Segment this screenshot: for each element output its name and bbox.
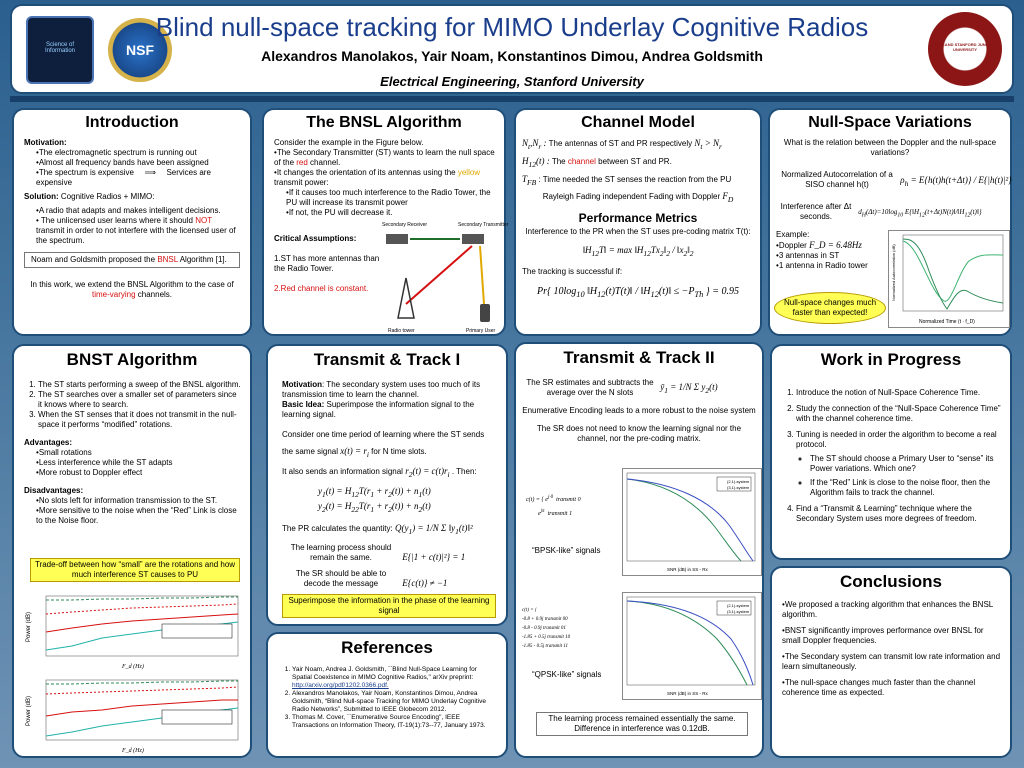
bnst-step: 3. When the ST senses that it does not transmit in the null-space it performs “modified” rotations. [38,410,242,430]
tradeoff-highlight [30,558,240,582]
fd-symbol: $F_D$ [722,191,734,205]
advantage-item: •More robust to Doppler effect [36,468,143,477]
rayleigh-line [522,191,754,205]
no-need-text: The SR does not need to know the learning signal nor the channel, nor the pre-coding matrix. [536,424,742,443]
nullspace-title: Null-Space Variations [808,114,972,131]
example-label: Example: [776,230,810,239]
secondary-transmitter-icon [462,234,484,244]
references-title: References [341,638,433,657]
qpsk-value: -1.85 - 0.5j [522,644,545,649]
bnsl-sub2-text: If not, the PU will decrease it. [288,208,393,217]
same-signal-line [282,446,496,460]
example-item: •1 antenna in Radio tower [776,261,868,270]
transmit1-motivation-text: : The secondary system uses too much of its transmission time to learn the channel. [282,380,481,399]
example-item-text: 1 antenna in Radio tower [778,261,868,270]
red-link [406,246,472,304]
bnsl-sub-2: •If not, the PU will decrease it. [286,208,393,217]
channel-line-2 [522,156,754,170]
example-item-doppler-text: Doppler [778,241,807,250]
interference-row [770,202,1018,226]
fig-radio-tower-label: Radio tower [388,328,415,334]
bnst-chart-ylabel-top: Power (dB) [26,611,32,642]
nullspace-question: What is the relation between the Doppler and the null-space variations? [783,138,997,157]
work-item: 2. Study the connection of the “Null-Space Coherence Time” with the channel coherence time. [796,404,1002,424]
work-panel [770,344,1012,560]
bnsl-sub-1: •If it causes too much interference to the Radio Tower, the PU will increase its transmit power [286,188,491,207]
decode-text: The SR should be able to decode the message [295,568,387,588]
conclusion-item-text: The null-space changes much faster than the channel coherence time as expected. [782,678,976,697]
stanford-seal-logo [928,12,1002,86]
transmit-word: transmit [547,511,568,517]
bnsl-item1-post: channel. [310,158,341,167]
red-word: red [296,158,308,167]
logo-left-text: Science of Information [44,42,75,54]
disadvantage-item-text: More sensitive to the noise when the “Red” Link is close to the Noise floor. [36,506,237,525]
bnsl-sub1-text: If it causes too much interference to the Radio Tower, the PU will increase its transmit power [286,188,491,207]
decode-equation: E{c(t)} ≠ −1 [402,577,448,588]
y1-equation: $y_1(t) = H_{12}T(r_1 + r_2(t)) + n_1(t)$ [318,485,431,499]
assumption-2: 2.Red channel is constant. [274,284,369,293]
work-item-text: Tuning is needed in order the algorithm to become a real protocol. [796,430,997,449]
extend-pre-text: In this work, we extend the BNSL Algorithm to the case of [30,280,234,289]
motivation-item-text: Almost all frequency bands have been assigned [38,158,209,167]
interference-delta-equation: $d_H(\Delta t)=10\log_{10}$ $E\{‖H_{12}(t+\Delta t)N(t)‖/‖H_{12}(t)‖\}$ [858,208,982,219]
advantages-label: Advantages: [24,438,73,447]
example-item: •3 antennas in ST [776,251,840,260]
channel-line2-pre: The [551,156,566,166]
autocorr-label: Normalized Autocorrelation of a SISO channel h(t) [781,170,893,189]
yellow-word: yellow [457,168,481,177]
bpsk-transmit-1 [546,511,572,517]
decode-line [282,569,496,589]
bpsk-legend-1: (2,1)-system [727,479,750,484]
nullspace-panel [768,108,1012,336]
x-eq: $x(t) = r_i$ [340,446,369,459]
advantage-item-text: Small rotations [38,448,92,457]
pr-calc-text: The PR calculates the quantity: [282,524,393,534]
conclusions-panel [770,566,1012,758]
arrow-icon: ⟹ [144,168,156,177]
bnst-panel [12,344,252,758]
references-panel [266,632,508,758]
transmit-word: transmit [542,626,560,631]
proposed-box [24,252,240,268]
qpsk-value: -0.8 + 0.9j [522,617,544,622]
transmit2-result [536,712,748,736]
qpsk-label: “QPSK-like” signals [532,670,602,679]
performance-metrics-title: Performance Metrics [578,211,698,226]
work-item [796,430,1002,498]
also-line [282,466,496,480]
transmit1-panel [266,344,508,626]
rayleigh-text: Rayleigh Fading independent Fading with Doppler [542,192,721,202]
primary-user-icon [480,304,490,322]
work-sub-item: ◦ If the “Red” Link is close to the noise floor, then the Algorithm fails to track the channel. [810,478,1002,498]
bnsl-panel [262,108,509,336]
disadvantage-item-text: No slots left for information transmission to the ST. [38,496,218,505]
motivation-item-text: The spectrum is expensive [38,168,134,177]
nullspace-chart [888,230,1010,328]
critical-label: Critical Assumptions: [274,234,357,243]
transmit1-idea-label: Basic Idea: [282,400,325,409]
same-signal-text: the same signal [282,447,339,456]
transmit1-motivation [282,380,496,400]
conclusion-item: •The Secondary system can transmit low rate information and learn simultaneously. [782,652,1001,671]
success-equation: Pr{ $10\log_{10}$ $‖H_{12}(t)T(t)‖$ / $‖H_{12}(t)‖ \le -P_{Th}$ } = 0.95 [537,285,739,299]
disadvantages-label: Disadvantages: [24,486,84,495]
qpsk-legend-1: (2,1)-system [727,603,750,608]
assumption-1: 1.ST has more antennas than the Radio Tower. [274,254,380,273]
motivation-item: •The spectrum is expensive ⟹ Services are expensive [36,168,211,187]
enumerative-text: Enumerative Encoding leads to a more robust to the noise system [522,406,756,415]
solution-item: •A radio that adapts and makes intelligent decisions. [36,206,221,215]
yellow-link [480,246,484,304]
channel-line-3 [522,174,754,188]
reference-item: 3. Thomas M. Cover, ``Enumerative Source Encoding'', IEEE Transactions on Information Theory, IT-19(1):73--77, January 1973. [292,714,498,730]
bnsl-item1-pre: The Secondary Transmitter (ST) wants to learn the null space of the [274,148,495,167]
stanford-seal-text: LELAND STANFORD JUNIOR UNIVERSITY [937,42,993,52]
advantage-item: •Less interference while the ST adapts [36,458,173,467]
bpsk-ber-chart [622,468,762,576]
bnst-chart-xlabel-bottom: F_d (Hz) [122,748,144,754]
qpsk-value: -0.8 - 0.9j [522,626,542,631]
conclusion-item-text: The Secondary system can transmit low rate information and learn simultaneously. [782,652,1001,671]
conclusion-item: •The null-space changes much faster than the channel coherence time as expected. [782,678,976,697]
solution-text: Cognitive Radios + MIMO: [60,192,155,201]
qpsk-bit: 10 [565,635,571,640]
learning-should-line [282,543,496,563]
bpsk-legend-2: (3,1)-system [727,485,750,490]
r2-eq: $r_2(t) = c(t)r_i$ [405,465,450,479]
channel-line-1 [522,138,754,152]
introduction-panel [12,108,252,336]
transmit1-idea-text: Superimpose the information signal to the learning signal. [282,400,475,419]
nullspace-chart-ylabel: Normalized Autocorrelation (dB) [891,244,896,301]
motivation-label: Motivation: [24,138,67,147]
transmit2-panel [514,342,764,758]
autocorr-row [770,170,1018,194]
nt-gt-nr-symbol: $N_t > N_r$ [694,138,722,151]
advantage-item-text: More robust to Doppler effect [38,468,143,477]
bnsl-scenario-figure [376,218,509,336]
fig-primary-user-label: Primary User [466,328,496,334]
bnst-title: BNST Algorithm [66,350,198,369]
transmit-word: transmit [544,617,562,622]
channel-line1-text: The antennas of ST and PR respectively [548,139,693,148]
success-line: The tracking is successful if: [522,266,623,276]
bnst-power-chart-top [22,592,244,672]
transmit1-idea [282,400,496,420]
conclusion-item-text: We proposed a tracking algorithm that enhances the BNSL algorithm. [782,600,993,619]
transmit1-highlight-text: Superimpose the information in the phase of the learning signal [288,596,490,615]
proposed-pre-text: Noam and Goldsmith proposed the [31,255,156,264]
bpsk-bit: 1 [569,511,573,517]
bnst-power-chart-bottom [22,676,244,756]
nt-nr-symbol: $N_t,N_r$ : [522,138,547,151]
bnsl-word: BNSL [157,255,178,264]
solution-item: • The unlicensed user learns where it should NOT transmit in order to not interfere with the licensed user of the spectrum. [36,216,236,245]
bpsk-mapping: c(t) = { $e^{j\cdot 0}$ transmit 0 $e^{j\pi}$ transmit 1 [526,495,581,517]
transmit2-result-text: The learning process remained essentially the same. Difference in interference was 0.12dB. [548,714,736,733]
transmit1-highlight [282,594,496,618]
transmit1-motivation-label: Motivation [282,380,322,389]
expectation-equation: E{|1 + c(t)|²} = 1 [402,551,466,562]
bnsl-item2-post: transmit power: [274,178,329,187]
disadvantage-item: •More sensitive to the noise when the “Red” Link is close to the Noise floor. [36,506,237,525]
conclusion-item-text: BNST significantly improves performance over BNSL for small Doppler frequencies. [782,626,984,645]
work-sub-item: ◦ The ST should choose a Primary User to “sense” its Power variations. Which one? [810,454,1002,474]
advantage-item: •Small rotations [36,448,92,457]
channel-word: channel [567,156,596,166]
sr-estimates-line [522,378,756,398]
channel-line2-post: between ST and PR. [598,156,672,166]
work-title: Work in Progress [820,350,962,369]
channel-model-panel [514,108,762,336]
autocorr-equation: $\rho_h = E\{h(t)h(t+\Delta t)\} / E\{|h(t)|^2\}$ [900,175,1012,188]
unlicensed-pre-text: The unlicensed user learns where it should [40,216,193,225]
bnsl-item2-pre: It changes the orientation of its antennas using the [276,168,456,177]
learning-should-text: The learning process should remain the same. [290,542,392,562]
example-item-doppler: •Doppler F_D = 6.48Hz [776,240,862,250]
bnsl-item-1: •The Secondary Transmitter (ST) wants to learn the null space of the red channel. [274,148,495,167]
poster-title: Blind null-space tracking for MIMO Underlay Cognitive Radios [155,12,869,42]
time-varying-word: time-varying [91,290,136,299]
q-equation: $Q(y_1) = 1/N$ Σ $‖y_1(t)‖^2$ [394,523,473,536]
disadvantage-item: •No slots left for information transmission to the ST. [36,496,218,505]
bnst-chart-ylabel-bottom: Power (dB) [26,695,32,726]
perf-line: Interference to the PR when the ST uses pre-coding matrix T(t): [525,227,751,237]
bnst-legend-top [162,624,232,638]
motivation-item: •The electromagnetic spectrum is running out [36,148,197,157]
transmit-word: transmit [556,497,577,503]
tfb-symbol: $T_{FB}$ [522,173,537,187]
qpsk-ber-chart [622,592,762,700]
conclusions-title: Conclusions [839,572,942,591]
doppler-value: F_D = 6.48Hz [809,240,862,250]
transmit2-title: Transmit & Track II [563,348,715,367]
reference-item [292,666,498,690]
consider-line: Consider one time period of learning where the ST sends [282,430,485,439]
fig-secondary-receiver-label: Secondary Receiver [382,222,428,228]
extend-text [24,280,240,300]
bnst-step: 2. The ST searches over a smaller set of parameters since it knows where to search. [38,390,242,410]
qpsk-mapping: c(t) = { -0.8 + 0.9j transmit 00 -0.8 - 0.9j transmit 01 -1.85 + 0.5j transmit 10 -1.85 - 0.5j transmit 11 [522,608,571,649]
header-divider [10,96,1014,102]
introduction-title: Introduction [85,114,179,131]
transmit-word: transmit [547,635,564,640]
advantage-item-text: Less interference while the ST adapts [38,458,173,467]
solution-label: Solution: [24,192,59,201]
qpsk-chart-xlabel: SNR (dB) in SS - Rx [667,691,708,696]
bpsk-chart-xlabel: SNR (dB) in SS - Rx [667,567,708,572]
secondary-receiver-icon [386,234,408,244]
interference-label: Interference after Δt seconds. [780,202,852,221]
bnst-legend-bottom [162,710,232,724]
extend-post-text: channels. [137,290,173,299]
tradeoff-text: Trade-off between how “small” are the rotations and how much interference ST causes to PU [34,560,236,579]
not-word: NOT [195,216,212,225]
interference-equation: $‖H_{12}T‖ = \max$ $‖H_{12}Tx_2‖_2$ / $‖x_2‖_2$ [582,245,694,258]
solution-item-text: A radio that adapts and makes intelligent decisions. [38,206,221,215]
channel-model-title: Channel Model [581,114,695,131]
qpsk-value: -1.85 + 0.5j [522,635,546,640]
transmit-word: transmit [545,644,563,649]
bpsk-bit: 0 [577,497,581,503]
work-item: 1. Introduce the notion of Null-Space Coherence Time. [796,388,1002,398]
channel-line3-text: : Time needed the ST senses the reaction from the PU [538,174,732,184]
services-expensive-text: Services are expensive [36,168,211,187]
then-text: . Then: [451,466,477,476]
pr-calc-line [282,523,496,537]
qpsk-bit: 00 [562,617,568,622]
bnst-chart-xlabel-top: F_d (Hz) [122,664,144,670]
conclusion-item: •BNST significantly improves performance over BNSL for small Doppler frequencies. [782,626,984,645]
poster-affiliation: Electrical Engineering, Stanford University [380,74,644,89]
ybar-equation: $ȳ_1 = 1/N$ Σ $y_2(t)$ [660,382,718,395]
transmit1-title: Transmit & Track I [313,350,461,369]
nullspace-highlight [774,292,886,324]
conclusion-item: •We proposed a tracking algorithm that enhances the BNSL algorithm. [782,600,993,619]
motivation-item: •Almost all frequency bands have been assigned [36,158,209,167]
nullspace-chart-xlabel: Normalized Time (t · f_D) [919,319,975,325]
reference-item-text: Yair Noam, Andrea J. Goldsmith, ``Blind Null-Space Learning for Spatial Coexistence in MIMO Cognitive Radios," arXiv preprint: [292,666,477,681]
nsf-logo-text: NSF [126,42,154,58]
qpsk-bit: 11 [563,644,569,649]
bpsk-label: “BPSK-like” signals [532,546,601,555]
bnsl-title: The BNSL Algorithm [306,114,462,131]
bnst-step: 1. The ST starts performing a sweep of the BNSL algorithm. [38,380,242,390]
bpsk-transmit-0 [555,497,581,503]
success-value: 0.95 [721,285,739,297]
motivation-item-text: The electromagnetic spectrum is running out [38,148,197,157]
bnsl-intro: Consider the example in the Figure below. [274,138,424,147]
sr-estimates-text: The SR estimates and subtracts the average over the N slots [526,378,654,397]
qpsk-legend-2: (3,1)-system [727,609,750,614]
poster-header [10,4,1014,94]
h12-symbol: $H_{12}(t)$ : [522,155,550,169]
proposed-post-text: Algorithm [1]. [179,255,227,264]
reference-link[interactable]: http://arxiv.org/pdf/1202.0366.pdf. [292,682,389,689]
fig-secondary-transmitter-label: Secondary Transmitter [458,222,509,228]
work-item: 4. Find a “Transmit & Learning” technique where the Secondary System uses more degrees of freedom. [796,504,1002,524]
unlicensed-post-text: transmit in order to not interfere with the licensed user of the spectrum. [36,226,236,245]
poster-authors: Alexandros Manolakos, Yair Noam, Konstantinos Dimou, Andrea Goldsmith [261,48,763,64]
qpsk-bit: 01 [560,626,566,631]
for-n-text: for N time slots. [371,447,427,456]
nullspace-highlight-text: Null-space changes much faster than expected! [783,298,877,317]
bnsl-item-2: •It changes the orientation of its antennas using the yellow transmit power: [274,168,481,187]
example-item-text: 3 antennas in ST [778,251,840,260]
also-text: It also sends an information signal [282,466,403,476]
y2-equation: $y_2(t) = H_{22}T(r_1 + r_2(t)) + n_2(t)$ [318,501,431,515]
reference-item: 2. Alexandros Manolakos, Yair Noam, Konstantinos Dimou, Andrea Goldsmith, “Blind Null-space Tracking for MIMO Underlay Cognitive Radio Networks”, Submitted to IEEE Globecom 2012. [292,690,498,714]
